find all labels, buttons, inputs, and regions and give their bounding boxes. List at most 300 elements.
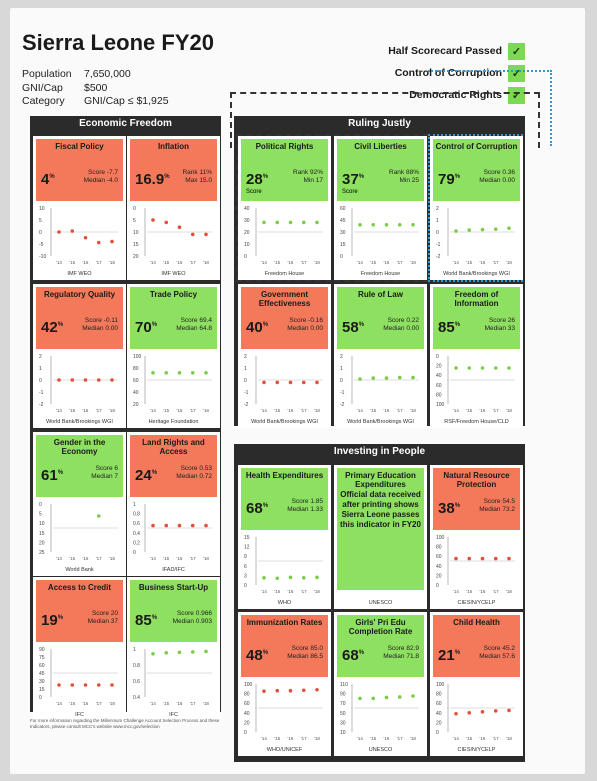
x-tick-label: '14 <box>261 260 267 265</box>
indicator-card <box>430 612 523 756</box>
x-tick-label: '15 <box>370 260 377 265</box>
y-tick-label: 20 <box>436 363 442 370</box>
data-point <box>467 228 471 232</box>
x-tick-label: '17 <box>95 556 102 561</box>
trend-chart <box>238 136 331 280</box>
y-tick-label: 9 <box>244 554 247 561</box>
x-tick-label: '16 <box>287 589 294 594</box>
data-point <box>494 227 498 231</box>
legend-row <box>388 40 525 62</box>
x-tick-label: '18 <box>203 408 209 413</box>
x-tick-label: '14 <box>150 408 156 413</box>
y-tick-label: 30 <box>340 230 346 236</box>
y-tick-label: -2 <box>39 402 44 408</box>
y-tick-label: 20 <box>133 402 139 408</box>
data-point <box>358 697 362 701</box>
y-tick-label: 0.4 <box>133 530 140 537</box>
data-point <box>70 229 74 233</box>
indicator-name: Business Start-Up <box>138 583 209 592</box>
x-tick-label: '18 <box>506 736 512 741</box>
data-point <box>371 697 375 701</box>
data-point <box>385 696 389 700</box>
indicator-percentile: 70% <box>135 319 158 336</box>
info-row <box>22 82 169 96</box>
data-point <box>358 377 362 381</box>
x-tick-label: '14 <box>357 260 363 265</box>
y-tick-label: 0 <box>133 206 136 212</box>
info-row <box>22 68 169 82</box>
x-tick-label: '16 <box>82 701 89 706</box>
data-point <box>57 683 61 687</box>
data-point <box>84 683 88 687</box>
indicator-stats: Score 26 Median 33 <box>484 317 515 332</box>
data-point <box>507 709 511 713</box>
trend-chart <box>430 284 523 428</box>
indicator-name: Land Rights and Access <box>142 438 205 456</box>
data-point <box>151 371 155 375</box>
data-point <box>302 221 306 225</box>
indicator-name: Control of Corruption <box>435 142 518 151</box>
x-tick-label: '14 <box>453 260 459 265</box>
y-tick-label: -2 <box>436 254 441 260</box>
indicator-name: Inflation <box>157 142 190 151</box>
data-point <box>302 576 306 580</box>
indicator-name: Freedom of Information <box>454 290 499 308</box>
y-tick-label: 1 <box>340 366 343 372</box>
y-tick-label: -1 <box>39 390 44 396</box>
x-tick-label: '15 <box>69 701 76 706</box>
data-point <box>315 221 319 225</box>
data-point <box>164 651 168 655</box>
data-point <box>302 688 306 692</box>
indicator-percentile: 58% <box>342 319 365 336</box>
x-tick-label: '18 <box>314 589 320 594</box>
y-tick-label: 10 <box>133 230 139 236</box>
y-tick-label: 0.8 <box>133 511 140 518</box>
y-tick-label: 100 <box>436 535 445 541</box>
x-tick-label: '14 <box>56 408 62 413</box>
data-point <box>289 576 293 580</box>
x-tick-label: '16 <box>287 736 294 741</box>
indicator-stats: Rank 11% Max 15.0 <box>182 169 212 184</box>
y-tick-label: 60 <box>340 206 346 212</box>
y-tick-label: 40 <box>436 563 442 570</box>
indicator-card <box>430 136 523 280</box>
y-tick-label: 60 <box>436 701 442 708</box>
x-tick-label: '18 <box>203 701 209 706</box>
data-point <box>507 226 511 230</box>
data-point <box>481 557 485 561</box>
indicator-percentile: 61% <box>41 467 64 484</box>
indicator-card <box>334 136 427 280</box>
x-tick-label: '15 <box>466 589 473 594</box>
indicator-name: Rule of Law <box>358 290 403 299</box>
data-point <box>275 381 279 385</box>
indicator-percentile: 40% <box>246 319 269 336</box>
section-heading: Investing in People <box>333 446 426 457</box>
indicator-card <box>127 432 220 576</box>
data-point <box>97 378 101 382</box>
data-point <box>494 709 498 713</box>
data-point <box>191 233 195 237</box>
data-point <box>97 514 101 518</box>
indicator-name: Access to Credit <box>47 583 112 592</box>
data-point <box>204 371 208 375</box>
y-tick-label: 0 <box>436 583 439 589</box>
y-tick-label: 60 <box>133 378 139 384</box>
x-tick-label: '18 <box>109 260 115 265</box>
trend-chart <box>334 284 427 428</box>
indicator-stats: Score 6 Median 7 <box>91 465 118 480</box>
indicator-card <box>33 577 126 721</box>
info-value: GNI/Cap ≤ $1,925 <box>84 95 169 107</box>
x-tick-label: '17 <box>95 701 102 706</box>
info-value: 7,650,000 <box>84 68 131 80</box>
data-point <box>204 233 208 237</box>
check-icon: ✓ <box>508 43 525 60</box>
trend-chart <box>33 432 126 576</box>
trend-chart <box>430 136 523 280</box>
y-tick-label: 2 <box>244 354 247 360</box>
y-tick-label: 0.6 <box>133 679 140 685</box>
data-point <box>358 223 362 227</box>
indicator-note: Official data received after printing shows Sierra Leone passes this indicator in FY20 <box>340 490 421 529</box>
data-point <box>151 218 155 222</box>
indicator-header <box>337 468 424 590</box>
trend-chart <box>127 577 220 721</box>
indicator-source: IFC <box>169 712 178 718</box>
y-tick-label: 40 <box>436 710 442 717</box>
y-tick-label: 100 <box>436 682 445 688</box>
y-tick-label: 80 <box>133 366 139 372</box>
y-tick-label: 0 <box>133 550 136 556</box>
trend-chart <box>430 612 523 756</box>
x-tick-label: '16 <box>287 260 294 265</box>
data-point <box>262 381 266 385</box>
y-tick-label: 30 <box>340 720 346 727</box>
x-tick-label: '16 <box>176 556 183 561</box>
indicator-stats: Score 0.966 Median 0.903 <box>172 610 212 625</box>
x-tick-label: '16 <box>176 701 183 706</box>
x-tick-label: '17 <box>95 260 102 265</box>
trend-chart <box>33 284 126 428</box>
section-heading: Economic Freedom <box>79 118 172 129</box>
y-tick-label: 0.2 <box>133 540 140 547</box>
x-tick-label: '15 <box>466 408 473 413</box>
data-point <box>151 524 155 528</box>
indicator-stats: Score 0.22 Median 0.00 <box>383 317 419 332</box>
data-point <box>411 223 415 227</box>
x-tick-label: '15 <box>274 736 281 741</box>
x-tick-label: '16 <box>479 736 486 741</box>
y-tick-label: 110 <box>340 682 348 688</box>
data-point <box>371 223 375 227</box>
x-tick-label: '17 <box>492 736 499 741</box>
indicator-name: Fiscal Policy <box>55 142 104 151</box>
indicator-source: CIESIN/YCELP <box>457 600 496 606</box>
data-point <box>262 689 266 693</box>
trend-chart <box>127 136 220 280</box>
x-tick-label: '14 <box>261 408 267 413</box>
y-tick-label: 15 <box>340 242 346 248</box>
indicator-source: World Bank/Brookings WGI <box>46 419 113 425</box>
x-tick-label: '14 <box>357 408 363 413</box>
y-tick-label: 60 <box>436 382 442 389</box>
data-point <box>454 557 458 561</box>
data-point <box>411 376 415 380</box>
indicator-source: WHO/UNICEF <box>266 747 303 753</box>
indicator-stats: Score 85.0 Median 86.5 <box>287 645 323 660</box>
y-tick-label: 0.8 <box>133 663 140 669</box>
y-tick-label: 0 <box>39 695 42 701</box>
data-point <box>398 695 402 699</box>
y-tick-label: 45 <box>340 218 346 224</box>
trend-chart <box>127 284 220 428</box>
indicator-card <box>127 577 220 721</box>
indicator-source: IMF WEO <box>67 271 92 277</box>
x-tick-label: '18 <box>314 260 320 265</box>
info-row <box>22 95 169 109</box>
indicator-percentile: 21% <box>438 647 461 664</box>
x-tick-label: '15 <box>370 408 377 413</box>
trend-chart <box>430 465 523 609</box>
y-tick-label: -2 <box>244 402 249 408</box>
x-tick-label: '15 <box>274 260 281 265</box>
y-tick-label: 2 <box>436 206 439 212</box>
indicator-stats: Score 54.5 Median 73.2 <box>479 498 515 513</box>
y-tick-label: 0 <box>244 254 247 260</box>
x-tick-label: '18 <box>410 408 416 413</box>
x-tick-label: '15 <box>466 260 473 265</box>
data-point <box>70 378 74 382</box>
x-tick-label: '18 <box>506 589 512 594</box>
trend-chart <box>334 612 427 756</box>
y-tick-label: 10 <box>39 521 45 528</box>
y-tick-label: 100 <box>244 682 253 688</box>
indicator-source: World Bank/Brookings WGI <box>251 419 318 425</box>
indicator-percentile: 68% <box>246 500 269 517</box>
x-tick-label: '14 <box>150 701 156 706</box>
indicator-percentile: 37% <box>342 171 365 188</box>
indicator-card <box>127 284 220 428</box>
data-point <box>84 236 88 240</box>
data-point <box>70 683 74 687</box>
x-tick-label: '17 <box>189 408 196 413</box>
data-point <box>275 576 279 580</box>
data-point <box>84 378 88 382</box>
x-tick-label: '16 <box>479 589 486 594</box>
x-tick-label: '15 <box>274 408 281 413</box>
indicator-source: IMF WEO <box>161 271 186 277</box>
y-tick-label: -1 <box>436 242 441 248</box>
y-tick-label: 20 <box>244 230 250 236</box>
y-tick-label: 5 <box>39 218 42 224</box>
x-tick-label: '14 <box>357 736 363 741</box>
y-tick-label: 15 <box>39 687 45 693</box>
indicator-card <box>334 284 427 428</box>
trend-chart <box>33 577 126 721</box>
indicator-card <box>430 284 523 428</box>
y-tick-label: -1 <box>340 390 345 396</box>
indicator-stats: Score 20 Median 37 <box>87 610 118 625</box>
indicator-percentile: 85% <box>135 612 158 629</box>
country-info <box>22 68 169 109</box>
x-tick-label: '14 <box>453 408 459 413</box>
y-tick-label: 15 <box>133 242 139 248</box>
indicator-percentile: 19% <box>41 612 64 629</box>
y-tick-label: 6 <box>244 563 247 570</box>
y-tick-label: -10 <box>39 254 47 260</box>
y-tick-label: 10 <box>340 730 346 736</box>
y-tick-label: 25 <box>39 550 45 556</box>
indicator-stats: Score 1.85 Median 1.33 <box>287 498 323 513</box>
indicator-name: Civil Liberties <box>354 142 407 151</box>
indicator-stats: Rank 92% Min 17 <box>293 169 323 184</box>
y-tick-label: 40 <box>244 710 250 717</box>
indicator-card <box>430 465 523 609</box>
data-point <box>57 378 61 382</box>
y-tick-label: 5 <box>39 511 42 518</box>
indicator-source: WHO <box>277 600 292 606</box>
data-point <box>289 221 293 225</box>
indicator-percentile: 38% <box>438 500 461 517</box>
info-key: GNI/Cap <box>22 81 63 94</box>
data-point <box>164 221 168 225</box>
legend-label: Control of Corruption <box>394 67 502 79</box>
y-tick-label: 0.4 <box>133 695 140 701</box>
data-point <box>398 376 402 380</box>
indicator-card <box>334 465 427 609</box>
data-point <box>178 651 182 655</box>
x-tick-label: '14 <box>56 556 62 561</box>
y-tick-label: 0 <box>436 730 439 736</box>
x-tick-label: '17 <box>492 408 499 413</box>
indicator-source: World Bank/Brookings WGI <box>347 419 414 425</box>
x-tick-label: '15 <box>163 260 170 265</box>
y-tick-label: 5 <box>133 218 136 224</box>
x-tick-label: '17 <box>189 260 196 265</box>
info-key: Population <box>22 68 72 80</box>
data-point <box>494 557 498 561</box>
indicator-card <box>238 465 331 609</box>
score-label: Score <box>342 189 358 195</box>
trend-chart <box>238 465 331 609</box>
data-point <box>385 223 389 227</box>
indicator-source: IFC <box>75 712 84 718</box>
data-point <box>151 652 155 656</box>
y-tick-label: 10 <box>39 206 45 212</box>
indicator-card <box>33 432 126 576</box>
y-tick-label: 0 <box>244 378 247 384</box>
indicator-card <box>33 284 126 428</box>
y-tick-label: 30 <box>39 679 45 685</box>
y-tick-label: 40 <box>244 206 250 212</box>
data-point <box>191 524 195 528</box>
y-tick-label: 20 <box>133 254 139 260</box>
indicator-source: RSF/Freedom House/CLD <box>444 419 509 425</box>
y-tick-label: 0 <box>340 254 343 260</box>
x-tick-label: '16 <box>479 408 486 413</box>
indicator-source: World Bank <box>65 567 94 573</box>
y-tick-label: 0 <box>244 730 247 736</box>
x-tick-label: '15 <box>163 701 170 706</box>
y-tick-label: 60 <box>244 701 250 708</box>
indicator-card <box>33 136 126 280</box>
data-point <box>57 230 61 234</box>
indicator-stats: Score -0.11 Median 0.00 <box>82 317 118 332</box>
data-point <box>275 221 279 225</box>
x-tick-label: '16 <box>383 260 390 265</box>
y-tick-label: 1 <box>133 647 136 653</box>
x-tick-label: '18 <box>506 408 512 413</box>
indicator-name: Government Effectiveness <box>258 290 311 308</box>
x-tick-label: '18 <box>109 556 115 561</box>
indicator-name: Gender in the Economy <box>53 438 106 456</box>
x-tick-label: '17 <box>396 260 403 265</box>
data-point <box>164 371 168 375</box>
data-point <box>371 376 375 380</box>
data-point <box>204 524 208 528</box>
indicator-source: Freedom House <box>360 271 401 277</box>
data-point <box>315 381 319 385</box>
x-tick-label: '18 <box>410 736 416 741</box>
y-tick-label: 1 <box>133 502 136 508</box>
legend-label: Democratic Rights <box>409 89 502 101</box>
x-tick-label: '17 <box>95 408 102 413</box>
x-tick-label: '16 <box>383 736 390 741</box>
indicator-stats: Score 45.2 Median 57.6 <box>479 645 515 660</box>
indicator-source: CIESIN/YCELP <box>457 747 496 753</box>
indicator-stats: Rank 88% Min 25 <box>389 169 419 184</box>
data-point <box>494 366 498 370</box>
check-icon: ✓ <box>508 87 525 104</box>
y-tick-label: 20 <box>436 573 442 580</box>
indicator-card <box>334 612 427 756</box>
x-tick-label: '17 <box>300 736 307 741</box>
indicator-source: UNESCO <box>368 747 393 753</box>
x-tick-label: '15 <box>274 589 281 594</box>
indicator-name: Political Rights <box>255 142 314 151</box>
x-tick-label: '18 <box>203 556 209 561</box>
indicator-name: Regulatory Quality <box>43 290 116 299</box>
x-tick-label: '15 <box>163 408 170 413</box>
x-tick-label: '14 <box>150 260 156 265</box>
indicator-source: Freedom House <box>264 271 305 277</box>
indicator-stats: Score 0.36 Median 0.00 <box>479 169 515 184</box>
x-tick-label: '14 <box>453 589 459 594</box>
indicator-name: Child Health <box>453 618 500 627</box>
data-point <box>411 694 415 698</box>
x-tick-label: '16 <box>383 408 390 413</box>
data-point <box>481 710 485 714</box>
indicator-name: Trade Policy <box>149 290 198 299</box>
indicator-stats: Score -0.16 Median 0.00 <box>287 317 323 332</box>
x-tick-label: '15 <box>370 736 377 741</box>
indicator-card <box>238 612 331 756</box>
data-point <box>191 650 195 654</box>
y-tick-label: 80 <box>436 392 442 399</box>
indicator-percentile: 79% <box>438 171 461 188</box>
y-tick-label: 40 <box>436 373 442 380</box>
info-key: Category <box>22 95 65 107</box>
x-tick-label: '14 <box>56 260 62 265</box>
section-heading: Ruling Justly <box>348 118 411 129</box>
footnote: For more information regarding the Millennium Challenge Account Selection Process and these Indicators, please consult MCC's website www.mcc.gov/selection <box>30 718 220 729</box>
data-point <box>97 241 101 245</box>
x-tick-label: '17 <box>300 589 307 594</box>
x-tick-label: '18 <box>314 408 320 413</box>
y-tick-label: 0 <box>244 583 247 589</box>
